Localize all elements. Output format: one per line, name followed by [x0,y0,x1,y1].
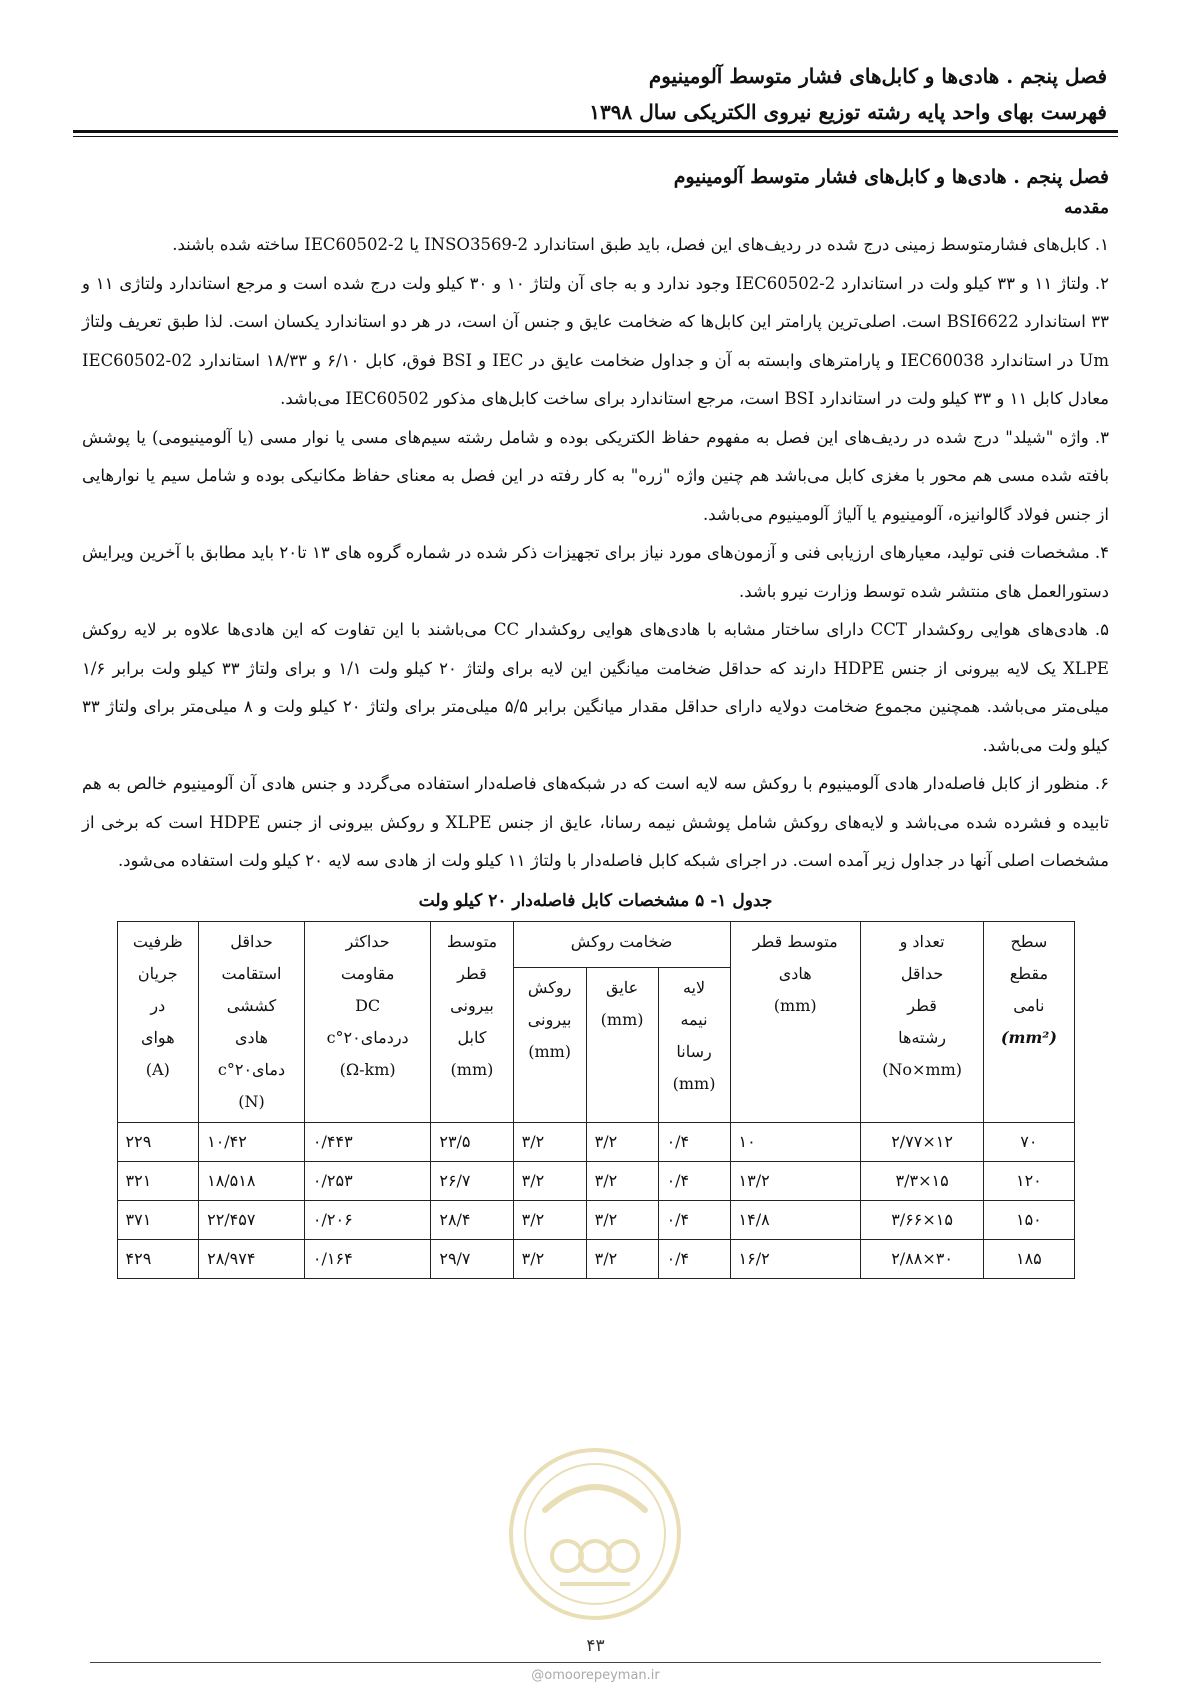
table-cell: ۲۶/۷ [431,1161,513,1200]
col-ampacity-unit: (A) [145,1059,170,1079]
table-row [117,1122,1074,1161]
table-cell: ۲۲۹ [117,1122,199,1161]
col-semi-conductive [658,967,730,1122]
col-insulation [586,967,658,1122]
table-cell: ۲۸/۹۷۴ [199,1239,305,1278]
table-cell: ۳۲۱ [117,1161,199,1200]
table-cell: ۰/۴ [658,1122,730,1161]
col-strands-label: تعداد و حداقل قطر رشته‌ها [898,931,946,1047]
col-cross-section [984,921,1074,1122]
paragraph-5: ۵. هادی‌های هوایی روکشدار CCT دارای ساختار مشابه با هادی‌های هوایی روکشدار CC می‌باشند با این تفاوت که این هادی‌ها علاوه بر لایه روکش XLPE یک لایه بیرونی از جنس HDPE دارند که حداقل ضخامت میانگین این لایه برای ولتاژ ۲۰ کیلو ولت ۱/۱ و برای ولتاژ ۳۳ کیلو ولت برابر ۱/۶ میلی‌متر می‌باشد. همچنین مجموع ضخامت دولایه دارای حداقل مقدار میانگین برابر ۵/۵ میلی‌متر برای ولتاژ ۲۰ کیلو ولت و ۸ میلی‌متر برای ولتاژ ۳۳ کیلو ولت می‌باشد. [82,620,1109,755]
table-cell: ۱۶/۲ [730,1239,860,1278]
table-cell: ۰/۴ [658,1200,730,1239]
section-title: فصل پنجم . هادی‌ها و کابل‌های فشار متوسط آلومینیوم [673,166,1109,188]
col-max-dc-resistance [304,921,430,1122]
col-outer-diameter-unit: (mm) [450,1059,494,1079]
table-cell: ۳/۲ [513,1200,586,1239]
table-cell: ۳۰×۲/۸۸ [860,1239,983,1278]
table-cell: ۳/۲ [513,1161,586,1200]
table-cell: ۰/۴ [658,1239,730,1278]
table-cell: ۱۸۵ [984,1239,1074,1278]
table-cell: ۲۳/۵ [431,1122,513,1161]
col-semi-conductive-label: لایه نیمه رسانا [676,977,712,1061]
publisher-stamp-logo [505,1444,685,1624]
table-cell: ۱۲×۲/۷۷ [860,1122,983,1161]
table-caption: جدول ۱- ۵ مشخصات کابل فاصله‌دار ۲۰ کیلو ولت [418,890,773,911]
col-outer-sheath-label: روکش بیرونی [527,977,572,1029]
watermark-text: @omoorepeyman.ir [531,1668,660,1683]
table-cell: ۳/۲ [513,1239,586,1278]
table-cell: ۱۸/۵۱۸ [199,1161,305,1200]
table-cell: ۳/۲ [586,1239,658,1278]
col-strands-unit: (No×mm) [882,1059,963,1079]
col-cross-section-unit: (mm²) [1000,1027,1057,1047]
col-outer-sheath-unit: (mm) [528,1041,572,1061]
table-cell: ۲۹/۷ [431,1239,513,1278]
cable-spec-table [117,921,1075,1279]
main-content [82,162,1109,1279]
header-chapter-title: فصل پنجم . هادی‌ها و کابل‌های فشار متوسط آلومینیوم [648,64,1107,88]
col-min-tensile-strength-unit: (N) [238,1091,265,1111]
footer-divider [90,1662,1101,1663]
table-row [117,1200,1074,1239]
intro-heading: مقدمه [1064,198,1109,218]
col-outer-sheath [513,967,586,1122]
table-cell: ۱۰ [730,1122,860,1161]
col-cross-section-label: سطح مقطع نامی [1009,931,1049,1015]
table-cell: ۰/۲۰۶ [304,1200,430,1239]
table-cell: ۳۷۱ [117,1200,199,1239]
table-cell: ۰/۴۴۳ [304,1122,430,1161]
running-header [84,58,1107,130]
paragraph-4: ۴. مشخصات فنی تولید، معیارهای ارزیابی فنی و آزمون‌های مورد نیاز برای تجهیزات ذکر شده در شماره گروه های ۱۳ تا۲۰ باید مطابق با آخرین ویرایش دستورالعمل های منتشر شده توسط وزارت نیرو باشد. [82,543,1110,601]
col-semi-conductive-unit: (mm) [672,1073,716,1093]
page-number: ۴۳ [586,1636,605,1656]
col-max-dc-resistance-unit: (Ω-km) [339,1059,396,1079]
col-ampacity-label: ظرفیت جریان در هوای [132,931,183,1047]
table-cell: ۳/۲ [513,1122,586,1161]
table-row [117,1239,1074,1278]
col-conductor-diameter [730,921,860,1122]
col-strands [860,921,983,1122]
table-cell: ۰/۱۶۴ [304,1239,430,1278]
col-group-insulation-thickness: ضخامت روکش [513,921,730,967]
paragraph-1: ۱. کابل‌های فشارمتوسط زمینی درج شده در ردیف‌های این فصل، باید طبق استاندارد INSO3569-2 یا IEC60502-2 ساخته شده باشند. [172,235,1109,254]
table-cell: ۲۸/۴ [431,1200,513,1239]
table-cell: ۳/۲ [586,1200,658,1239]
col-insulation-label: عایق [605,977,639,997]
col-conductor-diameter-label: متوسط قطر هادی [752,931,838,983]
col-outer-diameter [431,921,513,1122]
header-divider-thin [73,136,1118,137]
table-cell: ۱۴/۸ [730,1200,860,1239]
table-cell: ۱۵۰ [984,1200,1074,1239]
col-insulation-unit: (mm) [600,1009,644,1029]
table-cell: ۳/۲ [586,1161,658,1200]
table-cell: ۷۰ [984,1122,1074,1161]
header-divider [73,130,1118,133]
table-cell: ۱۰/۴۲ [199,1122,305,1161]
table-cell: ۰/۲۵۳ [304,1161,430,1200]
table-cell: ۲۲/۴۵۷ [199,1200,305,1239]
paragraph-2: ۲. ولتاژ ۱۱ و ۳۳ کیلو ولت در استاندارد IEC60502-2 وجود ندارد و به جای آن ولتاژ ۱۰ و ۳۰ کیلو ولت درج شده است و مرجع استاندارد ولتاژی ۱۱ و ۳۳ استاندارد BSI6622 است. اصلی‌ترین پارامتر این کابل‌ها که ضخامت عایق و جنس آن است، در هر دو استاندارد یکسان است. لذا طبق تعریف ولتاژ Um در استاندارد IEC60038 و پارامترهای وابسته به آن و جداول ضخامت عایق در IEC و BSI فوق، کابل ۶/۱۰ و ۱۸/۳۳ استاندارد IEC60502-02 معادل کابل ۱۱ و ۳۳ کیلو ولت در استاندارد BSI است، مرجع استاندارد برای ساخت کابل‌های مذکور IEC60502 می‌باشد. [82,273,1109,408]
table-cell: ۴۲۹ [117,1239,199,1278]
col-ampacity [117,921,199,1122]
paragraph-6: ۶. منظور از کابل فاصله‌دار هادی آلومینیوم با روکش سه لایه است که در شبکه‌های فاصله‌دار استفاده می‌گردد و جنس هادی آن آلومینیوم خالص به هم تابیده و فشرده شده می‌باشد و لایه‌های روکش شامل پوشش نیمه رسانا، عایق از جنس XLPE و روکش بیرونی از جنس HDPE است که برخی از مشخصات اصلی آنها در جداول زیر آمده است. در اجرای شبکه کابل فاصله‌دار با ولتاژ ۱۱ کیلو ولت از هادی سه لایه ۲۰ کیلو ولت استفاده می‌شود. [82,774,1109,870]
table-cell: ۰/۴ [658,1161,730,1200]
table-cell: ۱۲۰ [984,1161,1074,1200]
table-cell: ۱۵×۳/۳ [860,1161,983,1200]
col-min-tensile-strength [199,921,305,1122]
table-row [117,1161,1074,1200]
col-conductor-diameter-unit: (mm) [773,995,817,1015]
table-header-row [117,921,1074,967]
table-cell: ۱۵×۳/۶۶ [860,1200,983,1239]
col-outer-diameter-label: متوسط قطر بیرونی کابل [446,931,498,1047]
table-cell: ۱۳/۲ [730,1161,860,1200]
table-cell: ۳/۲ [586,1122,658,1161]
header-catalog-title: فهرست بهای واحد پایه رشته توزیع نیروی الکتریکی سال ۱۳۹۸ [589,100,1107,124]
col-min-tensile-strength-label: حداقل استقامت کششی هادی دمای۲۰°c [217,931,286,1079]
col-max-dc-resistance-label: حداکثر مقاومت DC دردمای۲۰°c [326,931,409,1047]
paragraph-3: ۳. واژه "شیلد" درج شده در ردیف‌های این فصل به مفهوم حفاظ الکتریکی بوده و شامل رشته سیم‌های مسی یا نوار مسی (یا آلومینیومی) یا پوشش بافته شده مسی هم محور با مغزی کابل می‌باشد هم چنین واژه "زره" به کار رفته در این فصل به معنای حفاظ مکانیکی بوده و شامل سیم یا نوارهایی از جنس فولاد گالوانیزه، آلومینیوم یا آلیاژ آلومینیوم می‌باشد. [82,427,1109,524]
